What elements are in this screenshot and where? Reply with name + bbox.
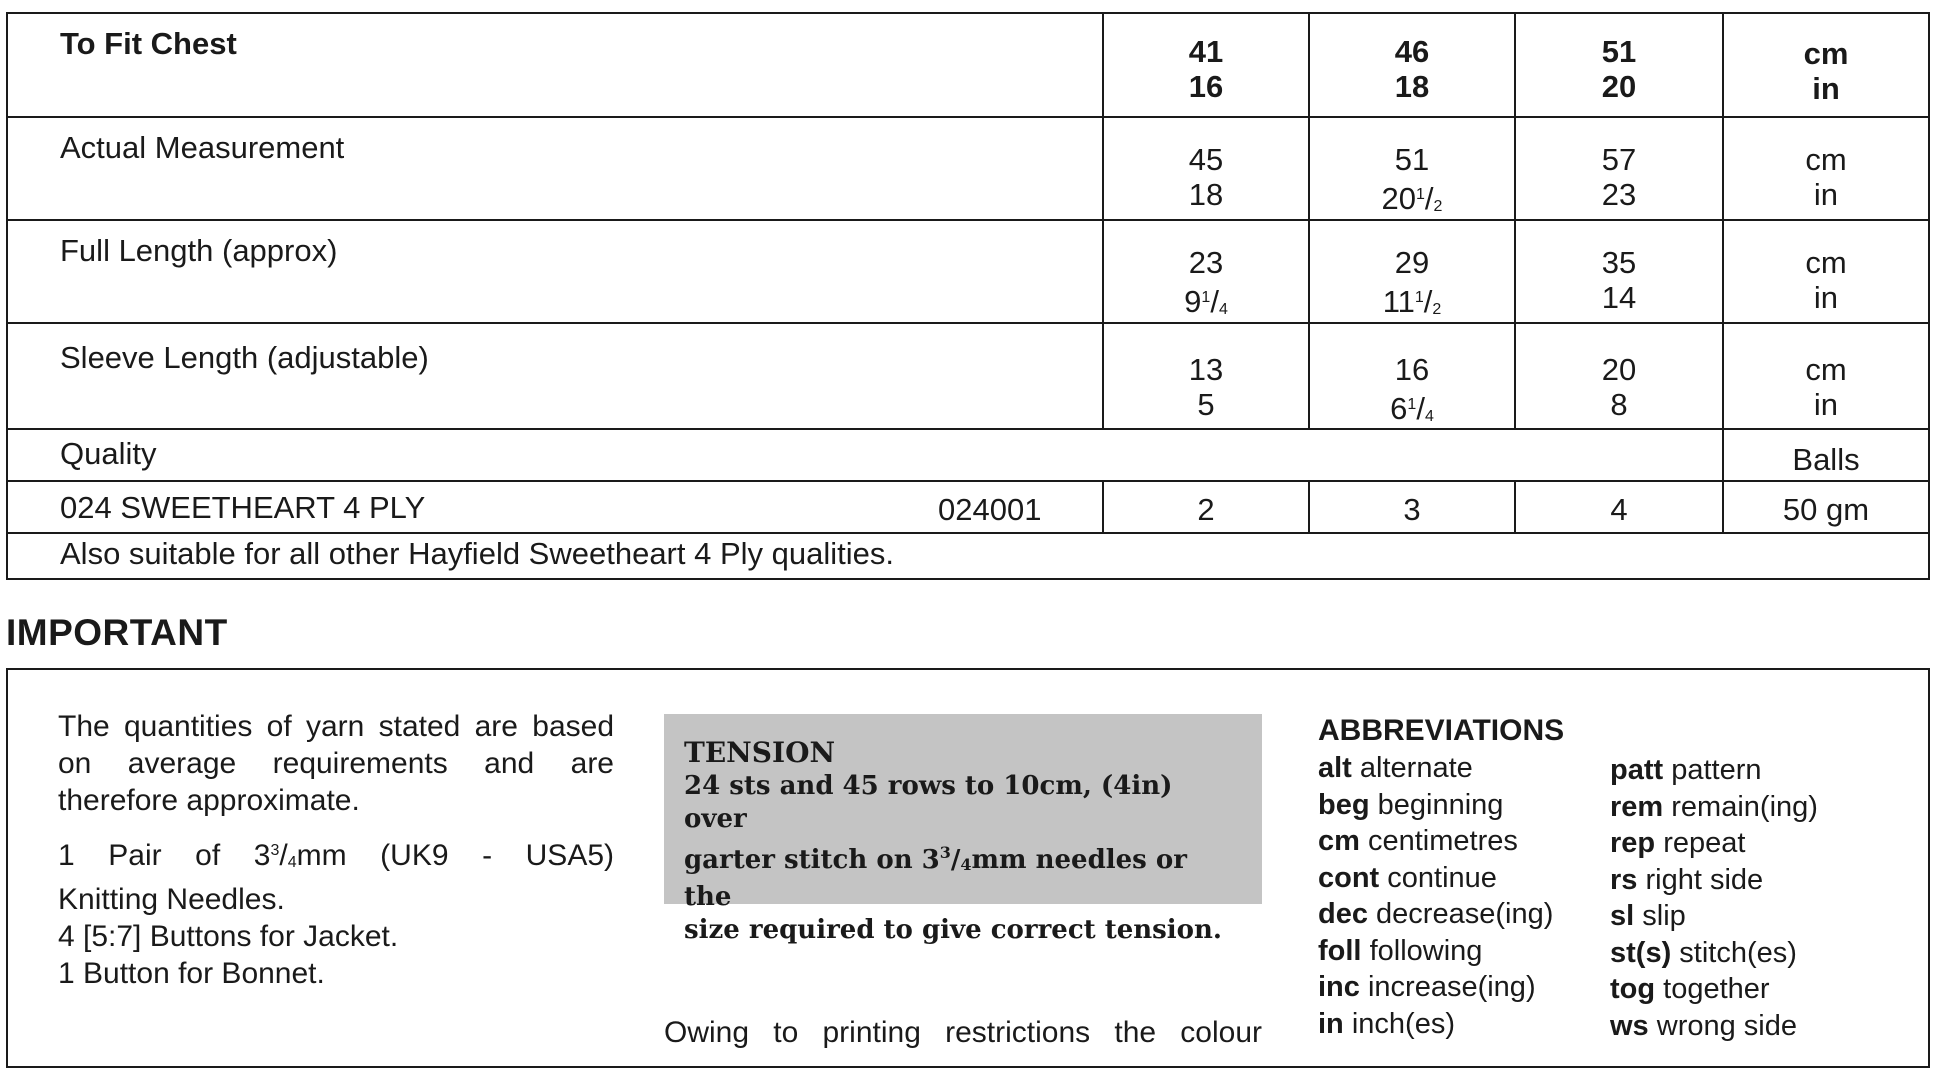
- full-length-size-3: 35 14: [1514, 221, 1722, 322]
- yarn-balls-size-1: 2: [1102, 482, 1308, 532]
- list-item: sl slip: [1610, 900, 1686, 932]
- sleeve-size-3: 20 8: [1514, 324, 1722, 428]
- list-item: foll following: [1318, 934, 1483, 967]
- list-item: beg beginning: [1318, 788, 1504, 821]
- full-length-size-1: 23 $9^1/_4$: [1102, 221, 1308, 322]
- yarn-balls-size-3: 4: [1514, 482, 1722, 532]
- important-box: [6, 668, 1930, 1068]
- needles-line-2: Knitting Needles.: [58, 883, 285, 916]
- tension-heading: TENSION: [684, 736, 836, 769]
- yarn-row: [8, 482, 1928, 534]
- list-item: cont continue: [1318, 861, 1497, 894]
- sleeve-length-row: [8, 324, 1928, 430]
- sleeve-size-2: 16 $6^1/_4$: [1308, 324, 1514, 428]
- yarn-weight-unit: 50 gm: [1722, 482, 1928, 532]
- jacket-buttons: 4 [5:7] Buttons for Jacket.: [58, 920, 399, 953]
- sleeve-length-label: Sleeve Length (adjustable): [60, 340, 429, 375]
- suitability-note: Also suitable for all other Hayfield Sweetheart 4 Ply qualities.: [60, 536, 894, 571]
- abbreviations-column-2: [1610, 752, 1818, 1044]
- fraction-value: $9^1/_4$: [1184, 284, 1228, 319]
- quantities-note: The quantities of yarn stated are based on average requirements and are therefore approximate.: [58, 710, 614, 817]
- fraction-value: $20^1/_2$: [1381, 181, 1443, 216]
- list-item: tog together: [1610, 973, 1770, 1005]
- full-length-row: [8, 221, 1928, 324]
- list-item: cm centimetres: [1318, 825, 1518, 857]
- size-3-header: 51 20: [1514, 14, 1722, 116]
- quality-label: Quality: [60, 436, 157, 471]
- list-item: st(s) stitch(es): [1610, 936, 1797, 969]
- full-length-units: cm in: [1722, 221, 1928, 322]
- sleeve-size-1: 13 5: [1102, 324, 1308, 428]
- fraction-value: $11^1/_2$: [1382, 284, 1442, 319]
- list-item: in inch(es): [1318, 1007, 1455, 1040]
- actual-size-2: 51 $20^1/_2$: [1308, 118, 1514, 219]
- list-item: rem remain(ing): [1610, 790, 1818, 823]
- list-item: inc increase(ing): [1318, 971, 1536, 1003]
- abbreviations-column-1: [1318, 750, 1553, 1042]
- actual-measurement-row: [8, 118, 1928, 221]
- size-1-header: 41 16: [1102, 14, 1308, 116]
- list-item: dec decrease(ing): [1318, 898, 1554, 930]
- actual-measurement-label: Actual Measurement: [60, 130, 345, 165]
- list-item: rs right side: [1610, 863, 1764, 896]
- header-label: To Fit Chest: [60, 26, 237, 61]
- list-item: ws wrong side: [1610, 1009, 1797, 1042]
- full-length-size-2: 29 $11^1/_2$: [1308, 221, 1514, 322]
- balls-unit: Balls: [1722, 430, 1928, 480]
- tension-line-3: size required to give correct tension.: [684, 915, 1222, 945]
- full-length-label: Full Length (approx): [60, 233, 338, 268]
- size-table: [6, 12, 1930, 580]
- suitability-note-row: [8, 534, 1928, 580]
- sleeve-units: cm in: [1722, 324, 1928, 428]
- list-item: rep repeat: [1610, 827, 1746, 859]
- quality-row: [8, 430, 1928, 482]
- needles-line: 1 Pair of $3^3/_4mm$ (UK9 - USA5): [58, 839, 614, 872]
- fraction-value: $6^1/_4$: [1390, 391, 1434, 426]
- header-row: [8, 14, 1928, 118]
- units-header: cm in: [1722, 14, 1928, 116]
- size-2-header: 46 18: [1308, 14, 1514, 116]
- actual-size-3: 57 23: [1514, 118, 1722, 219]
- important-heading: IMPORTANT: [6, 612, 228, 653]
- tension-line-2: garter stitch on $3^3/_4mm$ needles or the: [684, 843, 1187, 912]
- yarn-name: 024 SWEETHEART 4 PLY: [60, 490, 426, 525]
- bonnet-button: 1 Button for Bonnet.: [58, 957, 325, 990]
- actual-size-1: 45 18: [1102, 118, 1308, 219]
- abbreviations-heading: ABBREVIATIONS: [1318, 714, 1565, 747]
- tension-line-1: 24 sts and 45 rows to 10cm, (4in) over: [684, 771, 1173, 834]
- yarn-code: 024001: [938, 492, 1042, 527]
- materials-list: [58, 832, 614, 992]
- actual-units: cm in: [1722, 118, 1928, 219]
- tension-box: [664, 714, 1262, 945]
- list-item: alt alternate: [1318, 752, 1473, 784]
- list-item: patt pattern: [1610, 754, 1762, 786]
- yarn-balls-size-2: 3: [1308, 482, 1514, 532]
- colour-note: Owing to printing restrictions the colour: [664, 1016, 1262, 1049]
